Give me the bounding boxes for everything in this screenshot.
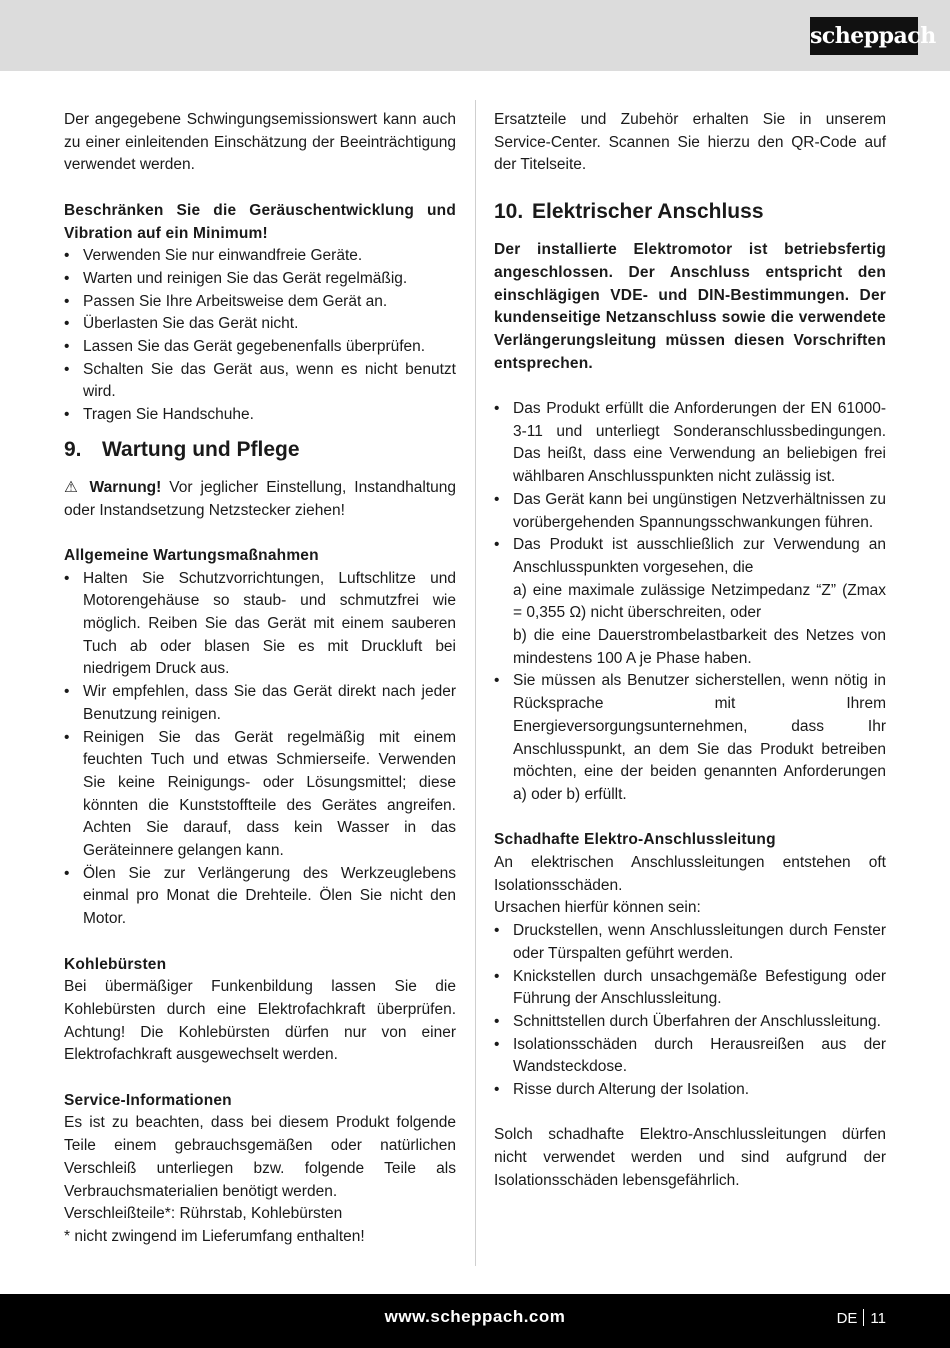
page-info <box>837 1309 886 1327</box>
list-item: • Tragen Sie Handschuhe. <box>64 404 456 427</box>
list-item: • Das Gerät kann bei ungünstigen Netzverhältnissen zu vorübergehenden Spannungsschwankungen führen. <box>494 489 886 534</box>
section-9-title <box>64 437 456 463</box>
list-item: • Verwenden Sie nur einwandfreie Geräte. <box>64 245 456 268</box>
list-item: • Überlasten Sie das Gerät nicht. <box>64 313 456 336</box>
page-number: 11 <box>870 1310 886 1327</box>
list-item: • Sie müssen als Benutzer sicherstellen, wenn nötig in Rücksprache mit Ihrem Energieversorgungsunternehmen, dass Ihr Anschlusspunkt, an dem Sie das Produkt betreiben möchten, eine der beiden genannten Anforderungen a) oder b) erfüllt. <box>494 670 886 806</box>
vibration-intro: Der angegebene Schwingungsemissionswert kann auch zu einer einleitenden Einschätzung der Beeinträchtigung verwendet werden. <box>64 111 456 174</box>
language-code: DE <box>836 1310 858 1327</box>
list-item: • Knickstellen durch unsachgemäße Befestigung oder Führung der Anschlussleitung. <box>494 966 886 1011</box>
noise-list <box>64 245 456 427</box>
electric-list <box>494 398 886 807</box>
list-item: • Reinigen Sie das Gerät regelmäßig mit einem feuchten Tuch und etwas Schmierseife. Verwenden Sie keine Reinigungs- oder Lösungsmittel; diese könnten die Kunststoffteile des Gerätes angreifen. Achten Sie darauf, dass kein Wasser in das Geräteinnere gelangen kann. <box>64 727 456 863</box>
page-header <box>0 0 950 71</box>
noise-heading: Beschränken Sie die Geräuschentwicklung und Vibration auf ein Minimum! <box>64 201 456 242</box>
warning-label: Warnung! <box>89 478 162 496</box>
electric-intro: Der installierte Elektromotor ist betriebsfertig angeschlossen. Der Anschluss entspricht den einschlägigen VDE- und DIN-Bestimmungen. Der kundenseitige Netzanschluss sowie die verwendete Verlängerungsleitung müssen diesen Vorschriften entsprechen. <box>494 241 886 372</box>
service-text: Es ist zu beachten, dass bei diesem Produkt folgende Teile einem gebrauchsgemäßen oder natürlichen Verschleiß unterliegen bzw. folgende Teile als Verbrauchsmaterialien benötigt werden. <box>64 1114 456 1200</box>
list-item: • Passen Sie Ihre Arbeitsweise dem Gerät an. <box>64 291 456 314</box>
wear-parts: Verschleißteile*: Rührstab, Kohlebürsten <box>64 1205 343 1223</box>
warning-paragraph <box>64 477 456 522</box>
warning-text: Vor jeglicher Einstellung, Instandhaltung oder Instandsetzung Netzstecker ziehen! <box>64 478 456 519</box>
warning-icon: ⚠ <box>64 478 82 496</box>
list-item: • Warten und reinigen Sie das Gerät regelmäßig. <box>64 268 456 291</box>
right-column <box>494 109 886 1193</box>
causes-intro: Ursachen hierfür können sein: <box>494 899 701 917</box>
maintenance-heading: Allgemeine Wartungsmaßnahmen <box>64 546 319 564</box>
website-link[interactable]: www.scheppach.com <box>384 1307 566 1326</box>
list-item: • Halten Sie Schutzvorrichtungen, Luftschlitze und Motorengehäuse so staub- und schmutzfrei wie möglich. Reiben Sie das Gerät mit einem sauberen Tuch ab oder blasen Sie es mit Druckluft bei niedrigem Druck aus. <box>64 568 456 682</box>
list-item: • Lassen Sie das Gerät gegebenenfalls überprüfen. <box>64 336 456 359</box>
section-10-title <box>494 199 886 225</box>
section-title-text: Wartung und Pflege <box>102 437 300 461</box>
list-item: • Wir empfehlen, dass Sie das Gerät direkt nach jeder Benutzung reinigen. <box>64 681 456 726</box>
page-footer <box>0 1294 950 1348</box>
left-column <box>64 109 456 1249</box>
footnote: * nicht zwingend im Lieferumfang enthalten! <box>64 1227 365 1245</box>
list-item: • Ölen Sie zur Verlängerung des Werkzeuglebens einmal pro Monat die Drehteile. Ölen Sie nicht den Motor. <box>64 863 456 931</box>
list-item <box>494 534 886 670</box>
section-number: 9. <box>64 437 82 461</box>
list-item: • Das Produkt erfüllt die Anforderungen der EN 61000-3-11 und unterliegt Sonderanschlussbedingungen. Das heißt, dass eine Verwendung an beliebigen frei wählbaren Anschlusspunkten nicht zulässig ist. <box>494 398 886 489</box>
service-heading: Service-Informationen <box>64 1091 232 1109</box>
list-item: • Schalten Sie das Gerät aus, wenn es nicht benutzt wird. <box>64 359 456 404</box>
spare-parts-text: Ersatzteile und Zubehör erhalten Sie in unserem Service-Center. Scannen Sie hierzu den QR-Code auf der Titelseite. <box>494 111 886 174</box>
cable-heading: Schadhafte Elektro-Anschlussleitung <box>494 831 776 849</box>
page-separator <box>863 1309 864 1326</box>
brushes-heading: Kohlebürsten <box>64 955 167 973</box>
maintenance-list <box>64 568 456 931</box>
list-item: • Schnittstellen durch Überfahren der Anschlussleitung. <box>494 1011 886 1034</box>
list-item-option-b: b) die eine Dauerstrombelastbarkeit des Netzes von mindestens 100 A je Phase haben. <box>513 627 886 667</box>
section-title-text: Elektrischer Anschluss <box>532 200 764 224</box>
closing-text: Solch schadhafte Elektro-Anschlussleitungen dürfen nicht verwendet werden und sind aufgrund der Isolationsschäden lebensgefährlich. <box>494 1126 886 1189</box>
column-divider <box>475 100 476 1266</box>
causes-list <box>494 920 886 1102</box>
section-number: 10. <box>494 200 524 224</box>
cable-text: An elektrischen Anschlussleitungen entstehen oft Isolationsschäden. <box>494 854 886 894</box>
list-item: • Isolationsschäden durch Herausreißen aus der Wandsteckdose. <box>494 1034 886 1079</box>
list-item-option-a: a) eine maximale zulässige Netzimpedanz “Z” (Zmax = 0,355 Ω) nicht überschreiten, oder <box>513 581 886 622</box>
list-item: • Risse durch Alterung der Isolation. <box>494 1079 886 1102</box>
brand-logo: scheppach <box>810 17 918 55</box>
list-item: • Druckstellen, wenn Anschlussleitungen durch Fenster oder Türspalten geführt werden. <box>494 920 886 965</box>
list-item-main: Das Produkt ist ausschließlich zur Verwendung an Anschlusspunkten vorgesehen, die <box>513 536 886 576</box>
brushes-text: Bei übermäßiger Funkenbildung lassen Sie die Kohlebürsten durch eine Elektrofachkraft überprüfen. Achtung! Die Kohlebürsten dürfen nur von einer Elektrofachkraft ausgewechselt werden. <box>64 978 456 1064</box>
